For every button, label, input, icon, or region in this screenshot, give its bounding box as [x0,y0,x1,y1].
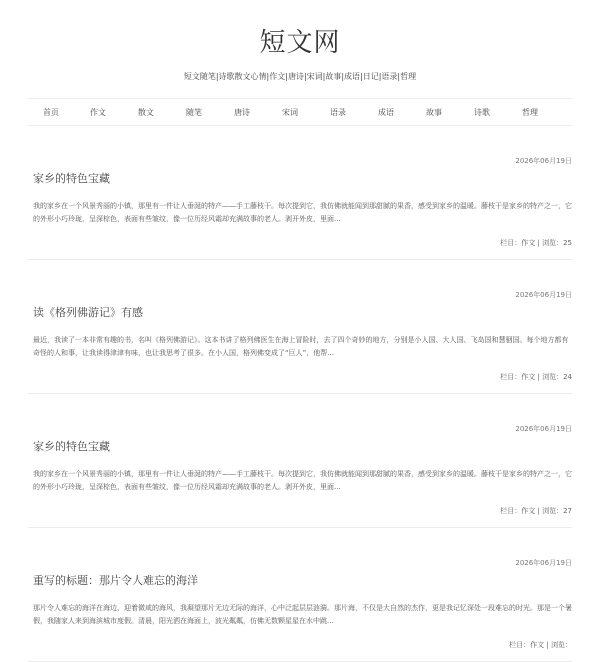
article-meta [28,372,572,382]
category-link[interactable]: 作文 [530,641,545,649]
meta-divider: | [537,507,543,515]
nav-item-zheli[interactable]: 哲理 [522,107,538,117]
article-date: 2026年06月19日 [515,291,572,299]
nav-item-zuowen[interactable]: 作文 [90,107,106,117]
article-date: 2026年06月19日 [515,157,572,165]
nav-item-tangshi[interactable]: 唐诗 [234,107,250,117]
article-summary: 最近，我读了一本非常有趣的书，名叫《格列佛游记》。这本书讲了格列佛医生在海上冒险时，去了四个奇妙的地方，分别是小人国、大人国、飞岛国和慧骃国。每个地方都有奇怪的人和事，让我读得津津有味，也让我思考了很多。在小人国，格列佛变成了“巨人”，他帮... [33,336,569,357]
meta-divider: | [537,239,543,247]
nav-item-gushi[interactable]: 故事 [426,107,442,117]
nav-item-shige[interactable]: 诗歌 [474,107,490,117]
article-list [28,126,572,662]
article-meta [28,238,572,248]
site-title[interactable]: 短文网 [259,28,341,58]
site-subtitle: 短文随笔|诗歌散文心情|作文|唐诗|宋词|故事|成语|日记|语录|哲理 [183,72,417,81]
nav-item-sanwen[interactable]: 散文 [138,107,154,117]
article-date: 2026年06月19日 [515,559,572,567]
category-label: 栏目： [500,239,522,247]
category-link[interactable]: 作文 [521,373,536,381]
views-count: 27 [563,507,572,515]
main-nav [28,98,572,126]
category-label: 栏目： [500,507,522,515]
site-header [0,22,600,82]
article-item [28,528,572,662]
views-count: 25 [563,239,572,247]
nav-item-yulu[interactable]: 语录 [330,107,346,117]
article-title-link[interactable]: 家乡的特色宝藏 [33,172,110,185]
article-item [28,394,572,528]
article-item [28,260,572,394]
category-label: 栏目： [500,373,522,381]
nav-item-suibi[interactable]: 随笔 [186,107,202,117]
article-summary: 那片令人难忘的海洋在海边，迎着微咸的海风，我凝望那片无边无际的海洋，心中泛起层层涟漪。那片海，不仅是大自然的杰作，更是我记忆深处一段难忘的时光。那是一个暑假，我随家人来到海滨城市度假。清晨，阳光洒在海面上，波光粼粼，仿佛无数颗星星在水中跳... [33,604,572,625]
nav-item-chengyu[interactable]: 成语 [378,107,394,117]
views-label: 浏览： [542,373,564,381]
article-meta [28,506,572,516]
article-date: 2026年06月19日 [515,425,572,433]
article-title-link[interactable]: 重写的标题：那片令人难忘的海洋 [33,574,198,587]
article-item [28,126,572,260]
nav-item-songci[interactable]: 宋词 [282,107,298,117]
article-title-link[interactable]: 读《格列佛游记》有感 [33,306,143,319]
article-summary: 我的家乡在一个风景秀丽的小镇，那里有一件让人垂涎的特产——手工藤枝干。每次提到它，我仿佛就能闻到那甜腻的果香，感受到家乡的温暖。藤枝干是家乡的特产之一，它的外形小巧玲珑，呈深棕色，表面有些皱纹，像一位历经风霜却充满故事的老人。剥开外皮，里面... [33,202,572,223]
views-label: 浏览： [542,239,564,247]
nav-item-home[interactable]: 首页 [43,107,59,117]
meta-divider: | [537,373,543,381]
views-count: 24 [563,373,572,381]
views-label: 浏览： [551,641,572,649]
category-link[interactable]: 作文 [521,507,536,515]
article-summary: 我的家乡在一个风景秀丽的小镇，那里有一件让人垂涎的特产——手工藤枝干。每次提到它，我仿佛就能闻到那甜腻的果香，感受到家乡的温暖。藤枝干是家乡的特产之一，它的外形小巧玲珑，呈深棕色，表面有些皱纹，像一位历经风霜却充满故事的老人。剥开外皮，里面... [33,470,572,491]
article-meta [28,640,572,650]
meta-divider: | [546,641,551,649]
category-label: 栏目： [509,641,531,649]
views-label: 浏览： [542,507,564,515]
category-link[interactable]: 作文 [521,239,536,247]
article-title-link[interactable]: 家乡的特色宝藏 [33,440,110,453]
